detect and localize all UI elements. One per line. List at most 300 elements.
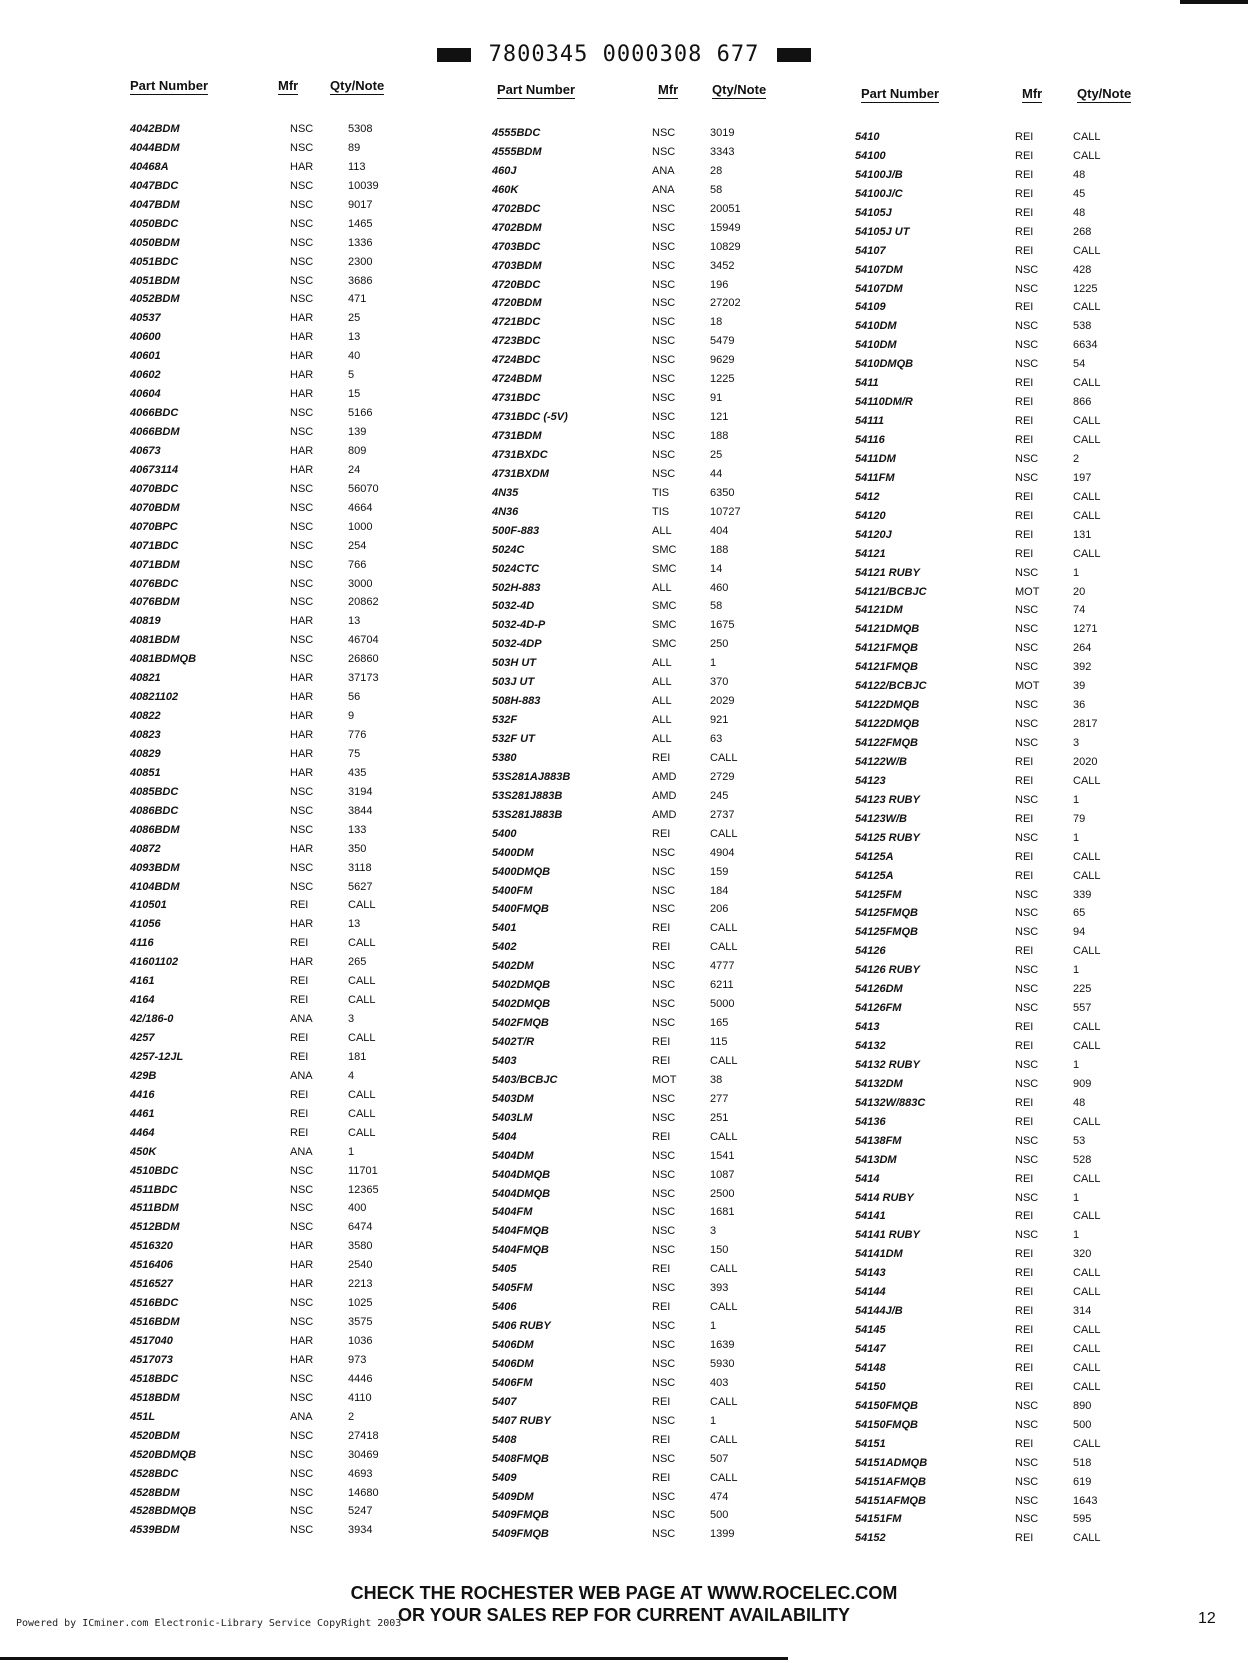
manufacturer: REI (1015, 774, 1034, 787)
manufacturer: HAR (290, 444, 314, 457)
qty-note: 4110 (348, 1391, 372, 1404)
qty-note: 115 (710, 1036, 728, 1048)
part-number: 5401 (492, 922, 517, 935)
manufacturer: SMC (652, 562, 677, 575)
manufacturer: NSC (652, 202, 676, 215)
manufacturer: NSC (652, 846, 676, 859)
table-row (130, 1427, 430, 1446)
qty-note: 139 (348, 426, 367, 438)
part-number: 4076BDM (130, 596, 180, 609)
manufacturer: NSC (290, 539, 314, 552)
qty-note: 6634 (1073, 339, 1098, 352)
manufacturer: NSC (1015, 1229, 1039, 1242)
part-number: 4555BDC (492, 127, 541, 139)
table-row (855, 791, 1155, 810)
part-number: 4050BDC (130, 217, 179, 230)
qty-note: CALL (1073, 244, 1101, 257)
manufacturer: REI (1015, 206, 1034, 219)
table-row (492, 1185, 792, 1204)
qty-note: CALL (1073, 1532, 1101, 1545)
part-number: 5404FMQB (492, 1225, 549, 1238)
part-number: 4539BDM (130, 1524, 180, 1537)
part-number: 4093BDM (130, 861, 180, 874)
manufacturer: NSC (1015, 737, 1039, 749)
part-number: 54116 (855, 434, 885, 446)
manufacturer: HAR (290, 331, 314, 344)
part-number: 4416 (130, 1088, 155, 1101)
manufacturer: REI (1015, 850, 1034, 863)
table-row (855, 1151, 1155, 1170)
qty-note: CALL (710, 1263, 738, 1276)
manufacturer: HAR (290, 747, 314, 760)
table-row (492, 1450, 792, 1469)
mfr-header: Mfr (658, 82, 679, 97)
part-number: 5406DM (492, 1339, 534, 1351)
manufacturer: REI (1015, 869, 1034, 882)
manufacturer: NSC (652, 1376, 676, 1389)
table-row (855, 545, 1155, 564)
table-row (492, 616, 792, 635)
table-row (492, 1412, 792, 1431)
qty-note: CALL (710, 1471, 738, 1484)
part-number: 40604 (130, 388, 161, 401)
table-row (492, 1525, 792, 1544)
part-number: 5411DM (855, 452, 896, 465)
qty-note: 63 (710, 733, 723, 745)
table-row (855, 715, 1155, 734)
table-row (492, 351, 792, 370)
table-row (130, 1389, 430, 1408)
part-number: 4731BXDM (492, 467, 549, 480)
qty-note: 11701 (348, 1164, 378, 1177)
qty-note: CALL (1073, 415, 1101, 428)
manufacturer: NSC (652, 960, 676, 973)
part-number: 5411 (855, 377, 879, 390)
manufacturer: NSC (652, 448, 676, 461)
qty-note: 13 (348, 918, 361, 931)
part-number: 40819 (130, 615, 161, 628)
table-row (130, 1143, 430, 1162)
table-row (855, 166, 1155, 185)
table-row (855, 1321, 1155, 1340)
part-number: 5407 (492, 1395, 517, 1408)
table-row (492, 806, 792, 825)
part-number: 5409FMQB (492, 1509, 549, 1522)
qty-note: 6211 (710, 979, 734, 992)
qty-note: 251 (710, 1111, 729, 1124)
manufacturer: REI (1015, 415, 1034, 428)
part-number: 4070BPC (130, 520, 178, 533)
qty-note: 6350 (710, 486, 735, 499)
parts-column-1 (130, 78, 430, 1537)
table-row (855, 1510, 1155, 1529)
manufacturer: REI (652, 922, 671, 935)
table-row (130, 745, 430, 764)
part-number: 5408 (492, 1433, 517, 1446)
part-number: 54122DMQB (855, 699, 920, 712)
part-number: 54126 RUBY (855, 964, 920, 977)
manufacturer: NSC (652, 240, 676, 253)
part-number: 53S281J883B (492, 808, 563, 821)
manufacturer: NSC (290, 634, 314, 647)
part-number: 54126FM (855, 1002, 902, 1015)
part-number: 54132 RUBY (855, 1058, 920, 1071)
qty-note: 5247 (348, 1505, 373, 1518)
manufacturer: NSC (290, 426, 314, 438)
manufacturer: REI (1015, 131, 1034, 143)
manufacturer: ALL (652, 733, 672, 745)
manufacturer: HAR (290, 729, 314, 741)
part-number: 4724BDM (492, 373, 542, 386)
manufacturer: NSC (1015, 566, 1039, 579)
manufacturer: REI (1015, 755, 1034, 768)
part-number: 54145 (855, 1324, 886, 1337)
part-number: 40829 (130, 747, 161, 760)
part-number: 5406 (492, 1301, 517, 1314)
manufacturer: REI (290, 975, 309, 988)
table-row (130, 177, 430, 196)
manufacturer: REI (290, 899, 309, 912)
qty-note: 44 (710, 467, 723, 480)
table-row (130, 234, 430, 253)
part-number: 5380 (492, 751, 517, 764)
qty-note: 320 (1073, 1248, 1092, 1261)
table-row (855, 1056, 1155, 1075)
manufacturer: REI (1015, 1040, 1034, 1052)
manufacturer: NSC (652, 1282, 676, 1295)
part-number: 4703BDM (492, 259, 542, 272)
qty-note: 75 (348, 747, 361, 760)
table-row (130, 196, 430, 215)
part-number: 4047BDM (130, 198, 180, 211)
table-row (492, 484, 792, 503)
qty-note: 1 (710, 1414, 717, 1427)
qty-note: 921 (710, 714, 729, 727)
manufacturer: REI (1015, 1380, 1034, 1393)
manufacturer: ANA (290, 1069, 313, 1082)
table-row (855, 1189, 1155, 1208)
part-number: 54123 RUBY (855, 793, 920, 806)
manufacturer: NSC (1015, 1191, 1039, 1204)
table-row (492, 900, 792, 919)
manufacturer: REI (290, 1050, 309, 1063)
barcode-left-block (437, 48, 471, 62)
table-row (492, 1469, 792, 1488)
manufacturer: NSC (290, 217, 314, 230)
part-number: 4516527 (130, 1278, 173, 1291)
qty-note: CALL (1073, 774, 1101, 787)
column-header (492, 82, 792, 106)
part-number: 5402T/R (492, 1036, 535, 1048)
table-row (130, 1313, 430, 1332)
table-row (492, 1317, 792, 1336)
qty-note: 6474 (348, 1221, 373, 1234)
qty-note: 909 (1073, 1077, 1092, 1090)
page-number: 12 (1198, 1610, 1216, 1627)
manufacturer: REI (652, 1471, 671, 1484)
page-edge-mark (1180, 0, 1248, 4)
table-row (130, 612, 430, 631)
table-row (130, 1010, 430, 1029)
table-row (492, 825, 792, 844)
qty-note: 27202 (710, 297, 741, 310)
part-number: 4N36 (492, 505, 519, 518)
table-row (130, 1521, 430, 1540)
qty-note: 133 (348, 823, 367, 836)
part-number: 4731BDC (492, 392, 541, 405)
qty-note: 65 (1073, 907, 1086, 920)
table-row (492, 389, 792, 408)
qty-note: 1 (1073, 1058, 1080, 1071)
table-row (855, 1264, 1155, 1283)
part-number: 4517073 (130, 1353, 173, 1366)
manufacturer: NSC (290, 1448, 314, 1461)
qty-note: 74 (1073, 604, 1086, 617)
part-number: 54141 RUBY (855, 1229, 920, 1242)
qty-note: 500 (1073, 1418, 1092, 1431)
manufacturer: HAR (290, 312, 314, 325)
table-row (130, 878, 430, 897)
table-row (492, 1298, 792, 1317)
manufacturer: REI (1015, 1437, 1034, 1450)
manufacturer: NSC (290, 1297, 314, 1310)
part-number: 4085BDC (130, 785, 179, 798)
table-row (130, 215, 430, 234)
qty-note: 20 (1073, 585, 1086, 598)
qty-note: 14 (710, 562, 723, 575)
table-row (492, 503, 792, 522)
manufacturer: ALL (652, 676, 672, 689)
qty-note: 46704 (348, 634, 379, 647)
qty-note: 5166 (348, 407, 373, 420)
table-row (855, 1397, 1155, 1416)
part-number: 42/186-0 (130, 1013, 174, 1026)
qty-note: 38 (710, 1073, 723, 1086)
table-row (492, 882, 792, 901)
qty-note: 3 (348, 1013, 355, 1026)
table-row (130, 1351, 430, 1370)
table-row (855, 1359, 1155, 1378)
manufacturer: REI (1015, 1096, 1034, 1109)
manufacturer: REI (1015, 301, 1034, 314)
qty-note: 91 (710, 392, 723, 405)
table-row (130, 1408, 430, 1427)
table-row (492, 1128, 792, 1147)
qty-note: CALL (1073, 1115, 1101, 1128)
table-row (855, 393, 1155, 412)
qty-note: 181 (348, 1050, 367, 1063)
part-number: 4517040 (130, 1335, 173, 1347)
manufacturer: NSC (290, 1486, 314, 1499)
part-number: 5032-4D (492, 600, 535, 613)
part-number: 54121FMQB (855, 661, 918, 674)
manufacturer: NSC (1015, 1494, 1039, 1507)
table-row (130, 385, 430, 404)
part-number: 4516BDM (130, 1316, 180, 1329)
manufacturer: ANA (290, 1013, 313, 1026)
table-row (130, 1465, 430, 1484)
table-row (492, 938, 792, 957)
part-number: 54144 (855, 1286, 886, 1299)
qty-note: 188 (710, 543, 729, 556)
manufacturer: MOT (1015, 585, 1040, 598)
part-number: 54123 (855, 774, 886, 787)
manufacturer: NSC (1015, 661, 1039, 674)
qty-note: 1087 (710, 1168, 735, 1181)
qty-note: CALL (348, 937, 376, 950)
qty-note: 595 (1073, 1513, 1092, 1526)
table-row (492, 446, 792, 465)
qty-note: 5 (348, 369, 355, 382)
manufacturer: NSC (290, 123, 314, 135)
part-number: 4070BDC (130, 482, 179, 495)
qty-note: 3 (710, 1225, 717, 1238)
parts-list (855, 128, 1155, 1548)
manufacturer: NSC (290, 861, 314, 874)
part-number: 54152 (855, 1532, 886, 1545)
qty-note: 5627 (348, 880, 373, 893)
manufacturer: SMC (652, 543, 677, 556)
part-number: 4511BDM (130, 1202, 179, 1215)
part-number: 54121FMQB (855, 642, 918, 655)
part-number: 5405 (492, 1263, 517, 1276)
manufacturer: NSC (652, 1339, 676, 1351)
manufacturer: REI (1015, 396, 1034, 409)
table-row (130, 1237, 430, 1256)
part-number: 4071BDC (130, 539, 179, 552)
part-number: 54143 (855, 1267, 886, 1280)
qty-note: 460 (710, 581, 729, 594)
part-number: 5409DM (492, 1490, 534, 1503)
manufacturer: REI (652, 1263, 671, 1276)
table-row (855, 1207, 1155, 1226)
manufacturer: NSC (652, 1092, 676, 1105)
part-number: 5406FM (492, 1376, 533, 1389)
table-row (492, 597, 792, 616)
manufacturer: REI (652, 1054, 671, 1067)
table-row (855, 1340, 1155, 1359)
part-number: 4081BDM (130, 634, 180, 647)
qty-note: 264 (1073, 642, 1092, 655)
part-number: 54122DMQB (855, 718, 920, 731)
part-number: 5404DMQB (492, 1168, 551, 1181)
qty-note: 1225 (1073, 282, 1098, 295)
manufacturer: REI (1015, 168, 1034, 181)
qty-note: 48 (1073, 1096, 1086, 1109)
manufacturer: NSC (290, 520, 314, 533)
part-number: 40673114 (130, 463, 179, 476)
part-number: 54105J (855, 206, 892, 219)
manufacturer: HAR (290, 388, 314, 401)
qty-note: 1675 (710, 619, 735, 632)
part-number: 4518BDC (130, 1372, 179, 1385)
table-row (130, 953, 430, 972)
part-number: 4042BDM (130, 123, 180, 135)
part-number: 4051BDC (130, 255, 179, 268)
manufacturer: REI (1015, 225, 1034, 238)
table-row (492, 1147, 792, 1166)
qty-note: 206 (710, 903, 729, 916)
part-number: 54125 RUBY (855, 831, 920, 844)
qty-note: 9629 (710, 354, 735, 367)
table-row (130, 120, 430, 139)
manufacturer: HAR (290, 1353, 314, 1366)
manufacturer: MOT (1015, 680, 1040, 693)
manufacturer: ALL (652, 524, 672, 537)
manufacturer: REI (1015, 490, 1034, 503)
qty-note: CALL (1073, 149, 1101, 162)
qty-note: 1 (1073, 566, 1080, 579)
part-number: 5400DMQB (492, 865, 551, 878)
table-row (492, 1260, 792, 1279)
table-row (492, 844, 792, 863)
qty-note: CALL (710, 1395, 738, 1408)
part-number: 4047BDC (130, 179, 179, 192)
qty-note: CALL (1073, 1040, 1101, 1052)
table-row (855, 1283, 1155, 1302)
qty-note: CALL (710, 1433, 738, 1446)
part-number: 54105J UT (855, 225, 910, 238)
part-number: 54148 (855, 1361, 886, 1374)
manufacturer: NSC (652, 373, 676, 386)
qty-note: 3575 (348, 1316, 373, 1329)
qty-note: 1000 (348, 520, 373, 533)
qty-note: 2737 (710, 808, 735, 821)
qty-note: 58 (710, 600, 723, 613)
table-row (855, 1037, 1155, 1056)
qty-note: CALL (1073, 1380, 1101, 1393)
part-number: 4104BDM (130, 880, 180, 893)
qty-note: CALL (348, 975, 376, 988)
qty-note: CALL (348, 994, 376, 1007)
manufacturer: REI (652, 751, 671, 764)
table-row (492, 143, 792, 162)
qty-note: 89 (348, 141, 361, 154)
qty-note: CALL (710, 1054, 738, 1067)
part-number: 451L (130, 1410, 156, 1423)
qty-note: 809 (348, 444, 367, 457)
part-number: 4731BXDC (492, 448, 548, 461)
part-number: 4511BDC (130, 1183, 178, 1196)
table-row (855, 1226, 1155, 1245)
table-row (130, 404, 430, 423)
table-row (130, 821, 430, 840)
qty-note: 528 (1073, 1153, 1092, 1166)
manufacturer: ANA (290, 1410, 313, 1423)
manufacturer: NSC (1015, 793, 1039, 806)
manufacturer: NSC (1015, 452, 1039, 465)
manufacturer: NSC (652, 1320, 676, 1333)
manufacturer: NSC (290, 236, 314, 249)
part-number: 4066BDC (130, 407, 179, 420)
part-number: 54100 (855, 149, 886, 162)
qty-note: 1036 (348, 1335, 373, 1347)
part-number: 4161 (130, 975, 155, 988)
part-number: 5400FMQB (492, 903, 549, 916)
qty-note: CALL (1073, 547, 1101, 560)
document-id-barcode (0, 42, 1248, 67)
part-number: 54141DM (855, 1248, 903, 1261)
table-row (130, 1048, 430, 1067)
qty-note: 3844 (348, 804, 373, 817)
manufacturer: NSC (290, 1524, 314, 1537)
qty-note: CALL (1073, 1021, 1101, 1034)
table-row (130, 1446, 430, 1465)
manufacturer: NSC (1015, 320, 1039, 333)
table-row (492, 465, 792, 484)
part-number: 54121DMQB (855, 623, 920, 636)
table-row (130, 896, 430, 915)
